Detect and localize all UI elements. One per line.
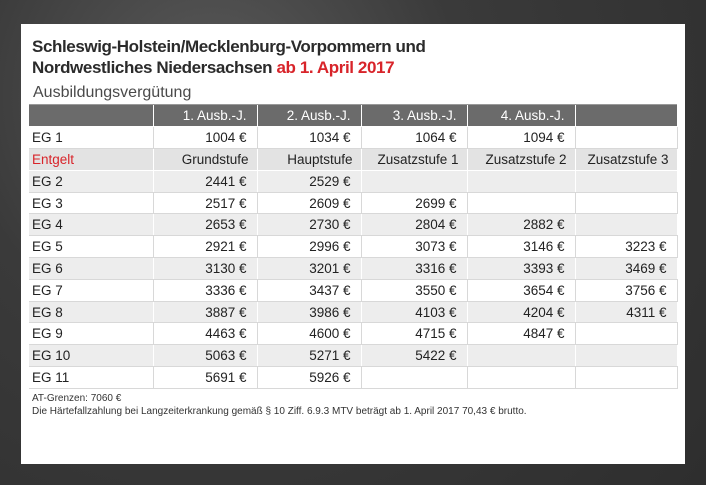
table-row	[29, 367, 677, 389]
title-line-2	[32, 57, 677, 78]
table-row	[29, 192, 677, 214]
header-cell: 3. Ausb.-J.	[361, 105, 467, 127]
row-label: EG 10	[29, 345, 153, 367]
value-cell: 1034 €	[257, 127, 361, 149]
row-label: EG 5	[29, 236, 153, 258]
value-cell: 2517 €	[153, 192, 257, 214]
header-cell	[29, 105, 153, 127]
section-label: Ausbildungsvergütung	[29, 78, 677, 105]
header-cell: 4. Ausb.-J.	[467, 105, 575, 127]
table-row	[29, 345, 677, 367]
value-cell: 5063 €	[153, 345, 257, 367]
value-cell	[575, 214, 677, 236]
header-cell: Hauptstufe	[257, 149, 361, 171]
table-row	[29, 279, 677, 301]
value-cell: 3146 €	[467, 236, 575, 258]
table-row	[29, 236, 677, 258]
training-header-row	[29, 105, 677, 127]
row-label: EG 3	[29, 192, 153, 214]
value-cell: 3130 €	[153, 258, 257, 280]
header-cell: 2. Ausb.-J.	[257, 105, 361, 127]
value-cell: 2441 €	[153, 170, 257, 192]
value-cell: 3654 €	[467, 279, 575, 301]
value-cell	[575, 345, 677, 367]
value-cell: 2699 €	[361, 192, 467, 214]
value-cell: 1094 €	[467, 127, 575, 149]
header-cell	[575, 105, 677, 127]
value-cell: 3887 €	[153, 301, 257, 323]
value-cell: 4204 €	[467, 301, 575, 323]
value-cell: 3073 €	[361, 236, 467, 258]
value-cell: 4600 €	[257, 323, 361, 345]
value-cell: 3756 €	[575, 279, 677, 301]
value-cell	[575, 323, 677, 345]
entgelt-label: Entgelt	[29, 149, 153, 171]
value-cell	[575, 170, 677, 192]
value-cell	[361, 170, 467, 192]
value-cell: 4715 €	[361, 323, 467, 345]
value-cell: 5691 €	[153, 367, 257, 389]
value-cell: 4311 €	[575, 301, 677, 323]
row-label: EG 6	[29, 258, 153, 280]
value-cell	[467, 192, 575, 214]
value-cell	[575, 367, 677, 389]
value-cell: 2609 €	[257, 192, 361, 214]
value-cell	[467, 345, 575, 367]
value-cell: 3393 €	[467, 258, 575, 280]
value-cell: 3223 €	[575, 236, 677, 258]
row-label: EG 11	[29, 367, 153, 389]
value-cell: 1004 €	[153, 127, 257, 149]
value-cell: 2804 €	[361, 214, 467, 236]
value-cell: 3986 €	[257, 301, 361, 323]
value-cell: 2529 €	[257, 170, 361, 192]
value-cell: 5422 €	[361, 345, 467, 367]
header-cell: Zusatzstufe 2	[467, 149, 575, 171]
row-label: EG 1	[29, 127, 153, 149]
footnotes	[29, 389, 677, 418]
salary-table	[29, 105, 678, 389]
header-cell: 1. Ausb.-J.	[153, 105, 257, 127]
page-title	[29, 36, 677, 78]
row-label: EG 7	[29, 279, 153, 301]
value-cell: 2730 €	[257, 214, 361, 236]
value-cell	[361, 367, 467, 389]
table-row	[29, 258, 677, 280]
header-cell: Zusatzstufe 3	[575, 149, 677, 171]
row-label: EG 2	[29, 170, 153, 192]
footnote-hardship: Die Härtefallzahlung bei Langzeiterkrankung gemäß § 10 Ziff. 6.9.3 MTV beträgt ab 1. April 2017 70,43 € brutto.	[32, 405, 527, 417]
value-cell: 3336 €	[153, 279, 257, 301]
salary-table-card	[21, 24, 685, 464]
value-cell: 1064 €	[361, 127, 467, 149]
table-row	[29, 323, 677, 345]
value-cell: 5926 €	[257, 367, 361, 389]
value-cell	[467, 367, 575, 389]
title-line-1: Schleswig-Holstein/Mecklenburg-Vorpommern und	[32, 37, 426, 56]
value-cell	[467, 170, 575, 192]
value-cell: 4103 €	[361, 301, 467, 323]
value-cell: 3437 €	[257, 279, 361, 301]
title-date: ab 1. April 2017	[276, 58, 395, 77]
table-row	[29, 170, 677, 192]
value-cell	[575, 127, 677, 149]
row-label: EG 4	[29, 214, 153, 236]
header-cell: Grundstufe	[153, 149, 257, 171]
footnote-at-limit: AT-Grenzen: 7060 €	[32, 392, 122, 404]
table-row	[29, 301, 677, 323]
value-cell: 5271 €	[257, 345, 361, 367]
value-cell: 2921 €	[153, 236, 257, 258]
value-cell: 4463 €	[153, 323, 257, 345]
value-cell	[575, 192, 677, 214]
value-cell: 2996 €	[257, 236, 361, 258]
value-cell: 2653 €	[153, 214, 257, 236]
title-region: Nordwestliches Niedersachsen	[32, 58, 273, 77]
value-cell: 3469 €	[575, 258, 677, 280]
row-label: EG 8	[29, 301, 153, 323]
table-row	[29, 214, 677, 236]
value-cell: 3550 €	[361, 279, 467, 301]
value-cell: 4847 €	[467, 323, 575, 345]
value-cell: 3316 €	[361, 258, 467, 280]
training-row	[29, 127, 677, 149]
pay-rows	[29, 170, 677, 388]
pay-header-row	[29, 149, 677, 171]
value-cell: 2882 €	[467, 214, 575, 236]
value-cell: 3201 €	[257, 258, 361, 280]
header-cell: Zusatzstufe 1	[361, 149, 467, 171]
row-label: EG 9	[29, 323, 153, 345]
